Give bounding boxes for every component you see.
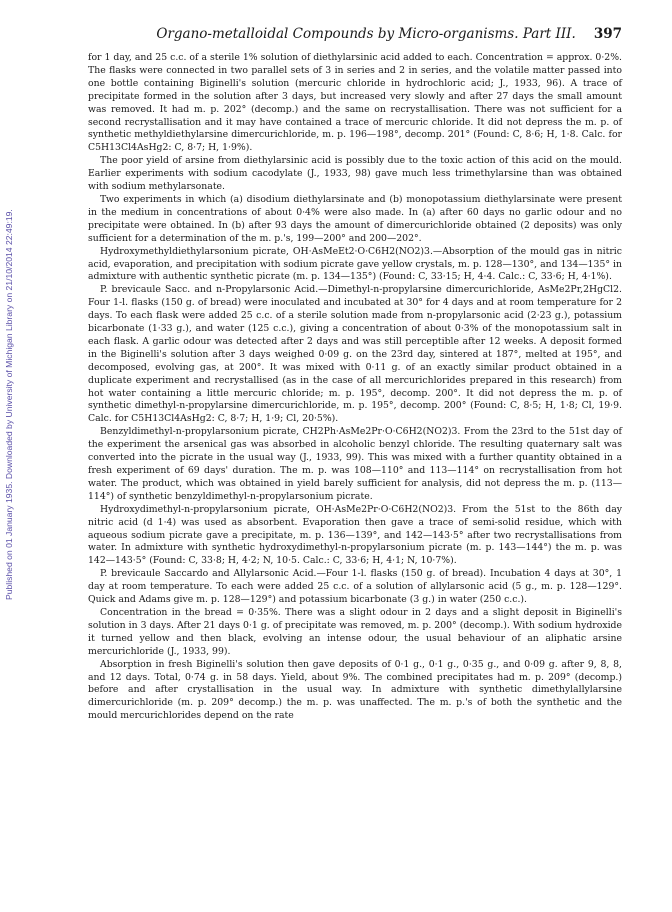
paragraph: Absorption in fresh Biginelli's solution then gave deposits of 0·1 g., 0·1 g., 0·35 g., and 0·09 g. after 9, 8, 8, and 12 days. Total, 0·74 g. in 58 days. Yield, about 9%. The combined precipitates had m. p. 209° (decomp.) before and after crystallisation in the usual way. In admixture with synthetic dimethylallylarsine dimercurichloride (m. p. 209° decomp.) the m. p. was unaffected. The m. p.'s of both the synthetic and the mould mercurichlorides depend on the rate	[88, 658, 622, 722]
running-title: Organo-metalloidal Compounds by Micro-organisms. Part III.	[156, 26, 576, 42]
download-note: Published on 01 January 1935. Downloaded by University of Michigan Library on 21/10/2014 22:49:19.	[4, 209, 14, 600]
paragraph: P. brevicaule Sacc. and n-Propylarsonic Acid.—Dimethyl-n-propylarsine dimercurichloride, AsMe2Pr,2HgCl2. Four 1-l. flasks (150 g. of bread) were inoculated and incubated at 30° for 4 days and at room temperature for 2 days. To each flask were added 25 c.c. of a sterile solution made from n-propylarsonic acid (2·23 g.), potassium bicarbonate (1·33 g.), and water (125 c.c.), giving a concentration of about 0·3% of the monopotassium salt in each flask. A garlic odour was detected after 2 days and was still perceptible after 12 weeks. A deposit formed in the Biginelli's solution after 3 days weighed 0·09 g. on the 23rd day, sintered at 187°, melted at 195°, and decomposed, evolving gas, at 200°. It was mixed with 0·11 g. of an exactly similar product obtained in a duplicate experiment and recrystallised (as in the case of all mercurichlorides prepared in this research) from hot water containing a little mercuric chloride; m. p. 195°, decomp. 200°. It did not depress the m. p. of synthetic dimethyl-n-propylarsine dimercurichloride, m. p. 195°, decomp. 200° (Found: C, 8·5; H, 1·8; Cl, 19·9. Calc. for C5H13Cl4AsHg2: C, 8·7; H, 1·9; Cl, 20·5%).	[88, 284, 622, 425]
paragraph: Two experiments in which (a) disodium diethylarsinate and (b) monopotassium diethylarsinate were present in the medium in concentrations of about 0·4% were also made. In (a) after 60 days no garlic odour and no precipitate were obtained. In (b) after 93 days the amount of dimercurichloride obtained (2 deposits) was only sufficient for a determination of the m. p.'s, 199—200° and 200—202°.	[88, 193, 622, 244]
paragraph: for 1 day, and 25 c.c. of a sterile 1% solution of diethylarsinic acid added to each. Concentration = approx. 0·2%. The flasks were connected in two parallel sets of 3 in series and 2 in series, and the volatile matter passed into one bottle containing Biginelli's solution (mercuric chloride in hydrochloric acid; J., 1933, 96). A trace of precipitate formed in the solution after 3 days, but increased very slowly and after 27 days the small amount was removed. It had m. p. 202° (decomp.) and the same on recrystallisation. There was not sufficient for a second recrystallisation and it may have contained a trace of mercuric chloride. It did not depress the m. p. of synthetic methyldiethylarsine dimercurichloride, m. p. 196—198°, decomp. 201° (Found: C, 8·6; H, 1·8. Calc. for C5H13Cl4AsHg2: C, 8·7; H, 1·9%).	[88, 52, 622, 154]
page-content	[88, 26, 622, 723]
download-note-sidebar	[2, 60, 16, 820]
body-text	[88, 52, 622, 723]
paragraph: Concentration in the bread = 0·35%. There was a slight odour in 2 days and a slight deposit in Biginelli's solution in 3 days. After 21 days 0·1 g. of precipitate was removed, m. p. 200° (decomp.). With sodium hydroxide it turned yellow and then black, evolving an intense odour, the usual behaviour of an aliphatic arsine mercurichloride (J., 1933, 99).	[88, 606, 622, 657]
running-header	[88, 26, 622, 42]
paragraph: Benzyldimethyl-n-propylarsonium picrate, CH2Ph·AsMe2Pr·O·C6H2(NO2)3. From the 23rd to the 51st day of the experiment the arsenical gas was absorbed in alcoholic benzyl chloride. The resulting quaternary salt was converted into the picrate in the usual way (J., 1933, 99). This was mixed with a further quantity obtained in a fresh experiment of 69 days' duration. The m. p. was 108—110° and 113—114° on recrystallisation from hot water. The product, which was obtained in yield barely sufficient for analysis, did not depress the m. p. (113—114°) of synthetic benzyldimethyl-n-propylarsonium picrate.	[88, 426, 622, 502]
paragraph: Hydroxymethyldiethylarsonium picrate, OH·AsMeEt2·O·C6H2(NO2)3.—Absorption of the mould gas in nitric acid, evaporation, and precipitation with sodium picrate gave yellow crystals, m. p. 128—130°, and 134—135° in admixture with authentic synthetic picrate (m. p. 134—135°) (Found: C, 33·15; H, 4·4. Calc.: C, 33·6; H, 4·1%).	[88, 245, 622, 283]
page-number: 397	[593, 26, 622, 42]
paragraph: P. brevicaule Saccardo and Allylarsonic Acid.—Four 1-l. flasks (150 g. of bread). Incubation 4 days at 30°, 1 day at room temperature. To each were added 25 c.c. of a solution of allylarsonic acid (5 g., m. p. 128—129°. Quick and Adams give m. p. 128—129°) and potassium bicarbonate (3 g.) in water (250 c.c.).	[88, 568, 622, 606]
paragraph: The poor yield of arsine from diethylarsinic acid is possibly due to the toxic action of this acid on the mould. Earlier experiments with sodium cacodylate (J., 1933, 98) gave much less trimethylarsine than was obtained with sodium methylarsonate.	[88, 155, 622, 193]
paragraph: Hydroxydimethyl-n-propylarsonium picrate, OH·AsMe2Pr·O·C6H2(NO2)3. From the 51st to the 86th day nitric acid (d 1·4) was used as absorbent. Evaporation then gave a trace of semi-solid residue, which with aqueous sodium picrate gave a precipitate, m. p. 136—139°, and 142—143·5° after two recrystallisations from water. In admixture with synthetic hydroxydimethyl-n-propylarsonium picrate (m. p. 143—144°) the m. p. was 142—143·5° (Found: C, 33·8; H, 4·2; N, 10·5. Calc.: C, 33·6; H, 4·1; N, 10·7%).	[88, 503, 622, 567]
